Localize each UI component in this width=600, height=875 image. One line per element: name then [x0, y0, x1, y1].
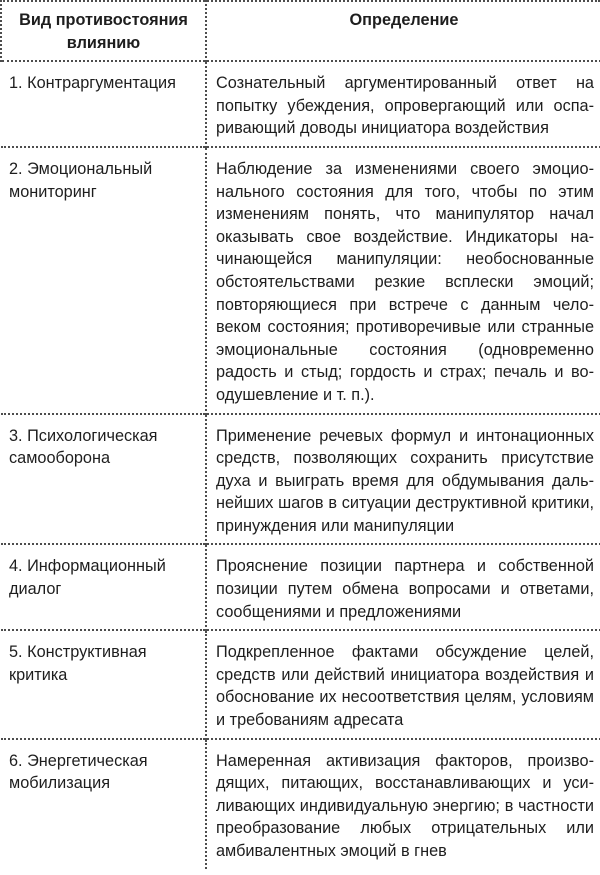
row-term: 1. Контраргументация: [1, 61, 206, 147]
table-row: [1, 739, 600, 869]
table-header-row: [1, 0, 600, 61]
row-term: 4. Информационный диалог: [1, 544, 206, 630]
row-term: 2. Эмоциональный мониторинг: [1, 147, 206, 414]
row-definition: Сознательный аргументированный ответ на попытку убеждения, опровергающий или оспаривающий доводы инициатора воздействия: [216, 74, 594, 138]
row-term: 3. Психологическая самооборона: [1, 414, 206, 545]
table-row: [1, 630, 600, 738]
table-top-border: [0, 0, 600, 2]
row-definition: Применение речевых формул и интонационных средств, позволяющих сохранить присутствие духа и выиграть время для обдумывания дальнейших шагов в ситуации деструктивной критики, принуждения или манипуляции: [216, 426, 594, 535]
row-term: 6. Энергетическая мобилизация: [1, 739, 206, 869]
table-row: [1, 414, 600, 545]
header-type-of-resistance: [1, 0, 206, 61]
row-definition: Подкрепленное фактами обсуждение целей, средств или действий инициатора воздействия и обоснование их несоответствия целям, условиям и требованиям адресата: [216, 643, 594, 730]
table-row: [1, 544, 600, 630]
header-type-line-1: Вид противостояния: [19, 11, 188, 29]
row-definition: Прояснение позиции партнера и собственной позиции путем обмена вопросами и ответами, сообщениями и предложениями: [216, 557, 594, 621]
row-definition: Наблюдение за изменениями своего эмоционального состояния для того, чтобы по этим изменениям понять, что манипулятор начал оказывать свое воздействие. Индикаторы начинающейся манипуляции: необоснованные обстоятельствами резкие всплески эмоций; повторяющиеся при встрече с данным человеком состояния; противоречивые или странные эмоциональные состояния (одновременно радость и стыд; гордость и страх; печаль и воодушевление и т. п.).: [216, 159, 594, 404]
header-definition: Определение: [349, 11, 459, 29]
header-type-line-2: влиянию: [66, 33, 141, 52]
row-definition: Намеренная активизация факторов, производящих, питающих, восстанавливающих и усиливающих индивидуальную энергию; в частности преобразование любых отрицательных или амбивалентных эмоций в гнев: [216, 751, 594, 860]
row-term: 5. Конструктивная критика: [1, 630, 206, 738]
table-row: [1, 61, 600, 147]
table-row: [1, 147, 600, 414]
